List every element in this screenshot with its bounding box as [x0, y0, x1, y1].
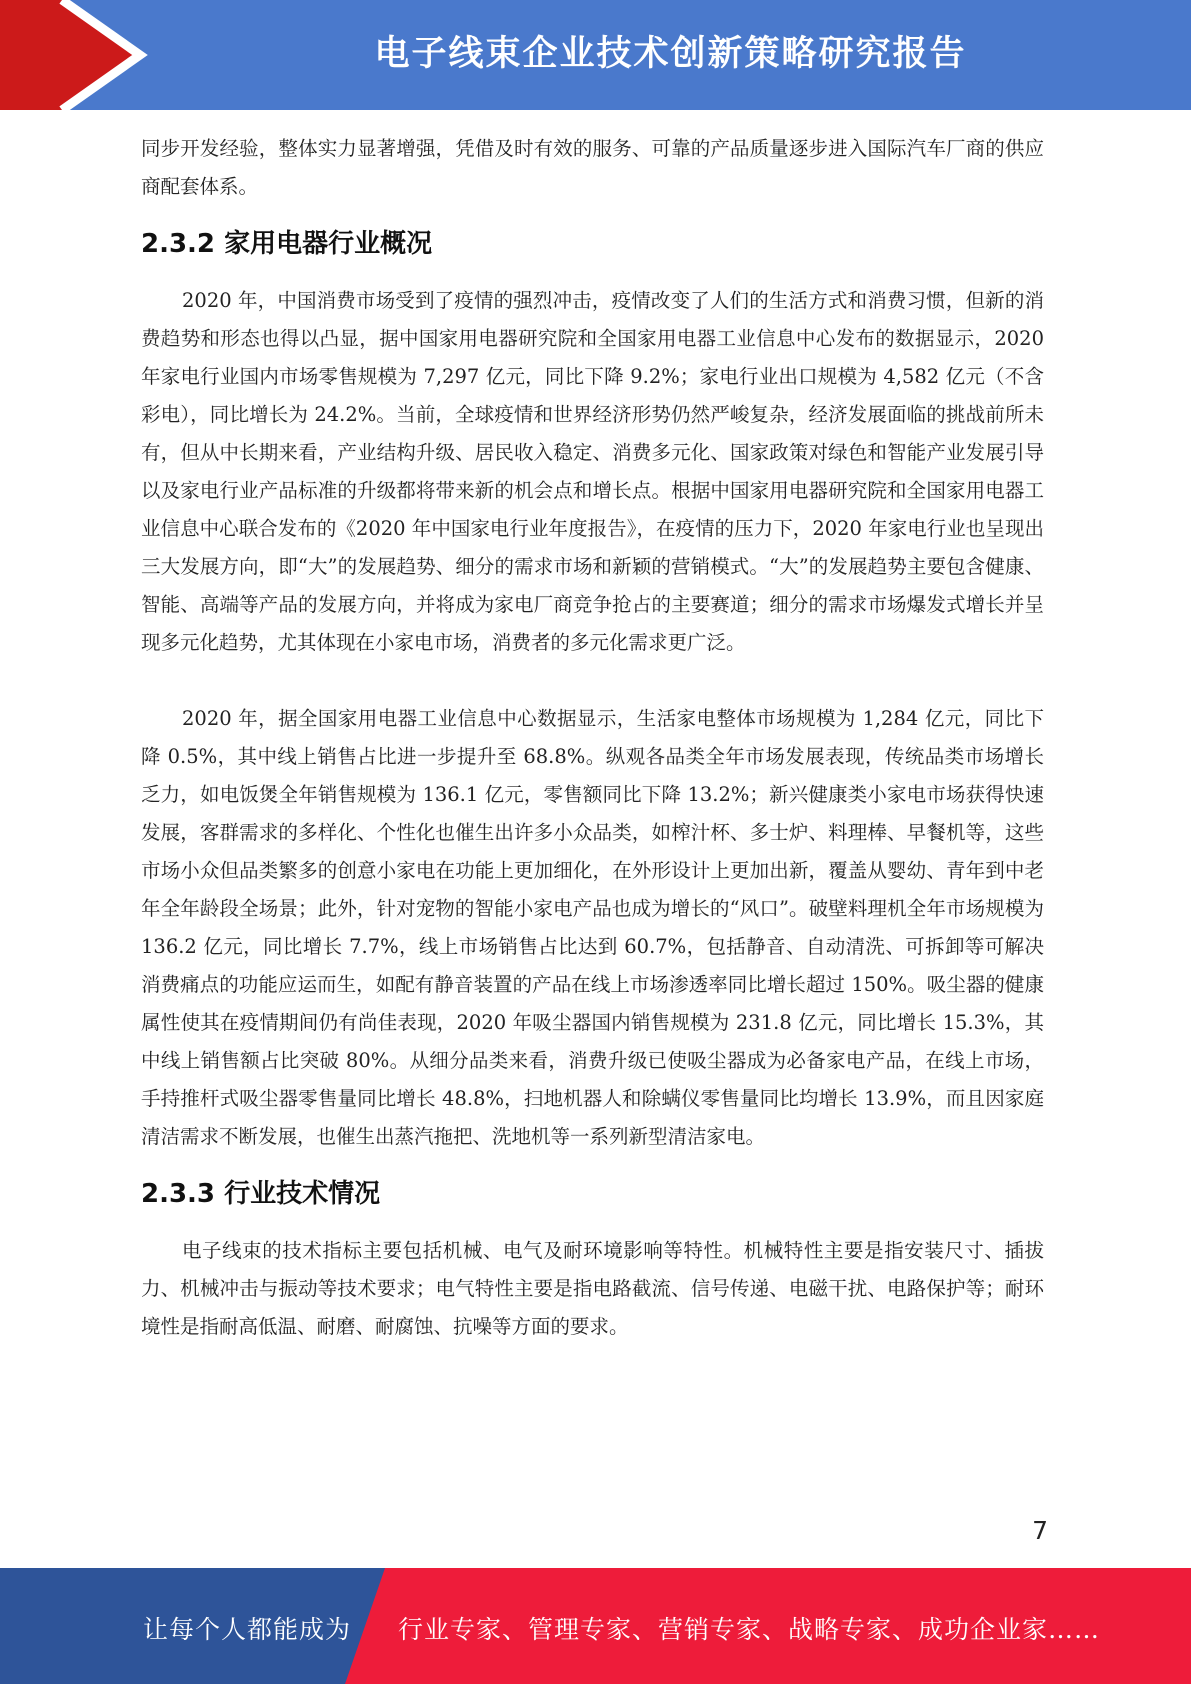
paragraph-technology: 电子线束的技术指标主要包括机械、电气及耐环境影响等特性。机械特性主要是指安装尺寸、插拔力、机械冲击与振动等技术要求；电气特性主要是指电路截流、信号传递、电磁干扰、电路保护等；耐环境性是指耐高低温、耐磨、耐腐蚀、抗噪等方面的要求。 — [141, 1239, 1044, 1338]
footer-slogan-left: 让每个人都能成为 — [143, 1615, 352, 1644]
paragraph-spacer — [141, 662, 1044, 700]
paragraph-intro: 同步开发经验，整体实力显著增强，凭借及时有效的服务、可靠的产品质量逐步进入国际汽车厂商的供应商配套体系。 — [141, 137, 1044, 198]
document-body — [141, 130, 1044, 1346]
header-title: 电子线束企业技术创新策略研究报告 — [374, 34, 967, 74]
section-heading-2-3-2: 2.3.2 家用电器行业概况 — [141, 229, 433, 259]
page-number: 7 — [1032, 1516, 1048, 1545]
page-footer — [0, 1568, 1191, 1684]
paragraph-small-appliances: 2020 年，据全国家用电器工业信息中心数据显示，生活家电整体市场规模为 1,284 亿元，同比下降 0.5%，其中线上销售占比进一步提升至 68.8%。纵观各品类全年市场发展表现，传统品类市场增长乏力，如电饭煲全年销售规模为 136.1 亿元，零售额同比下降 13.2%；新兴健康类小家电市场获得快速发展，客群需求的多样化、个性化也催生出许多小众品类，如榨汁杯、多士炉、料理棒、早餐机等，这些市场小众但品类繁多的创意小家电在功能上更加细化，在外形设计上更加出新，覆盖从婴幼、青年到中老年全年龄段全场景；此外，针对宠物的智能小家电产品也成为增长的“风口”。破壁料理机全年市场规模为 136.2 亿元，同比增长 7.7%，线上市场销售占比达到 60.7%，包括静音、自动清洗、可拆卸等可解决消费痛点的功能应运而生，如配有静音装置的产品在线上市场渗透率同比增长超过 150%。吸尘器的健康属性使其在疫情期间仍有尚佳表现，2020 年吸尘器国内销售规模为 231.8 亿元，同比增长 15.3%，其中线上销售额占比突破 80%。从细分品类来看，消费升级已使吸尘器成为必备家电产品，在线上市场，手持推杆式吸尘器零售量同比增长 48.8%，扫地机器人和除螨仪零售量同比均增长 13.9%，而且因家庭清洁需求不断发展，也催生出蒸汽拖把、洗地机等一系列新型清洁家电。 — [141, 707, 1044, 1148]
page-header — [0, 0, 1191, 110]
footer-slogan-right: 行业专家、管理专家、营销专家、战略专家、成功企业家…… — [398, 1615, 1101, 1644]
paragraph-appliance-overview: 2020 年，中国消费市场受到了疫情的强烈冲击，疫情改变了人们的生活方式和消费习惯，但新的消费趋势和形态也得以凸显，据中国家用电器研究院和全国家用电器工业信息中心发布的数据显示，2020 年家电行业国内市场零售规模为 7,297 亿元，同比下降 9.2%；家电行业出口规模为 4,582 亿元（不含彩电），同比增长为 24.2%。当前，全球疫情和世界经济形势仍然严峻复杂，经济发展面临的挑战前所未有，但从中长期来看，产业结构升级、居民收入稳定、消费多元化、国家政策对绿色和智能产业发展引导以及家电行业产品标准的升级都将带来新的机会点和增长点。根据中国家用电器研究院和全国家用电器工业信息中心联合发布的《2020 年中国家电行业年度报告》，在疫情的压力下，2020 年家电行业也呈现出三大发展方向，即“大”的发展趋势、细分的需求市场和新颖的营销模式。“大”的发展趋势主要包含健康、智能、高端等产品的发展方向，并将成为家电厂商竞争抢占的主要赛道；细分的需求市场爆发式增长并呈现多元化趋势，尤其体现在小家电市场，消费者的多元化需求更广泛。 — [141, 289, 1044, 654]
section-heading-2-3-3: 2.3.3 行业技术情况 — [141, 1179, 381, 1209]
header-arrow-shape — [0, 0, 160, 110]
